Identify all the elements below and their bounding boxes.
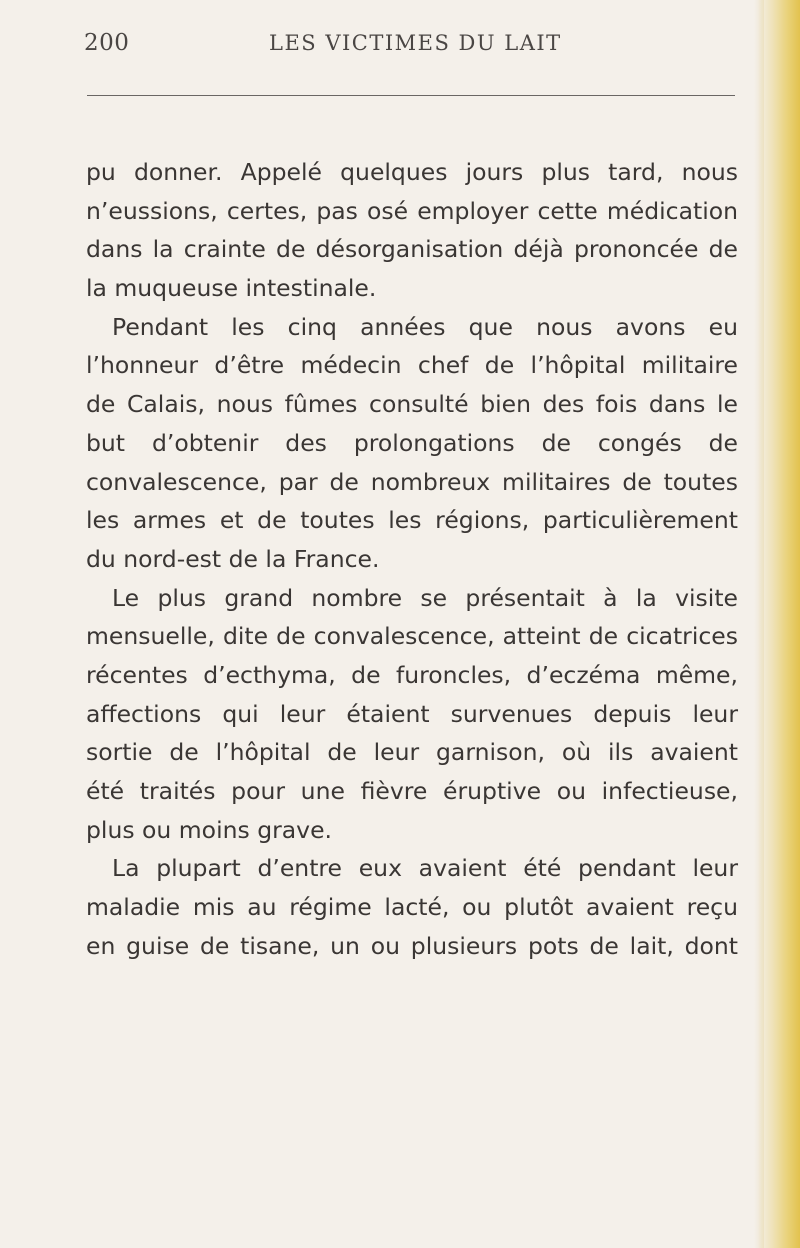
- page-edge-shadow: [754, 0, 764, 1248]
- text-line: récentes d’ecthyma, de furoncles, d’eczéma même,: [86, 660, 738, 689]
- text-line: maladie mis au régime lacté, ou plutôt avaient reçu: [86, 893, 738, 922]
- text-line: mensuelle, dite de convalescence, atteint de cicatrices: [86, 622, 738, 651]
- text-line: de Calais, nous fûmes consulté bien des fois dans le: [86, 390, 738, 419]
- page-header: [84, 30, 734, 70]
- text-line: affections qui leur étaient survenues depuis leur: [86, 699, 738, 728]
- body-text: [86, 153, 738, 965]
- text-line: La plupart d’entre eux avaient été pendant leur: [112, 854, 738, 883]
- text-line: sortie de l’hôpital de leur garnison, où ils avaient: [86, 738, 738, 767]
- text-line: Pendant les cinq années que nous avons eu: [112, 312, 738, 341]
- text-line: plus ou moins grave.: [86, 815, 333, 844]
- text-line: but d’obtenir des prolongations de congés de: [86, 428, 738, 457]
- text-line: en guise de tisane, un ou plusieurs pots de lait, dont: [86, 931, 738, 960]
- text-line: du nord-est de la France.: [86, 544, 380, 573]
- text-line: n’eussions, certes, pas osé employer cette médication: [86, 196, 738, 225]
- text-line: été traités pour une fièvre éruptive ou infectieuse,: [86, 777, 738, 805]
- text-line: dans la crainte de désorganisation déjà prononcée de: [86, 235, 738, 264]
- text-line: la muqueuse intestinale.: [86, 274, 377, 303]
- text-line: l’honneur d’être médecin chef de l’hôpital militaire: [86, 351, 738, 380]
- text-line: Le plus grand nombre se présentait à la visite: [112, 583, 738, 612]
- text-line: pu donner. Appelé quelques jours plus tard, nous: [86, 158, 738, 186]
- text-line: convalescence, par de nombreux militaires de toutes: [86, 467, 738, 496]
- text-line: les armes et de toutes les régions, particulièrement: [86, 506, 738, 535]
- page-number: 200: [84, 30, 130, 56]
- header-rule: [87, 95, 735, 96]
- running-head: LES VICTIMES DU LAIT: [269, 31, 562, 55]
- page-edge: [758, 0, 800, 1248]
